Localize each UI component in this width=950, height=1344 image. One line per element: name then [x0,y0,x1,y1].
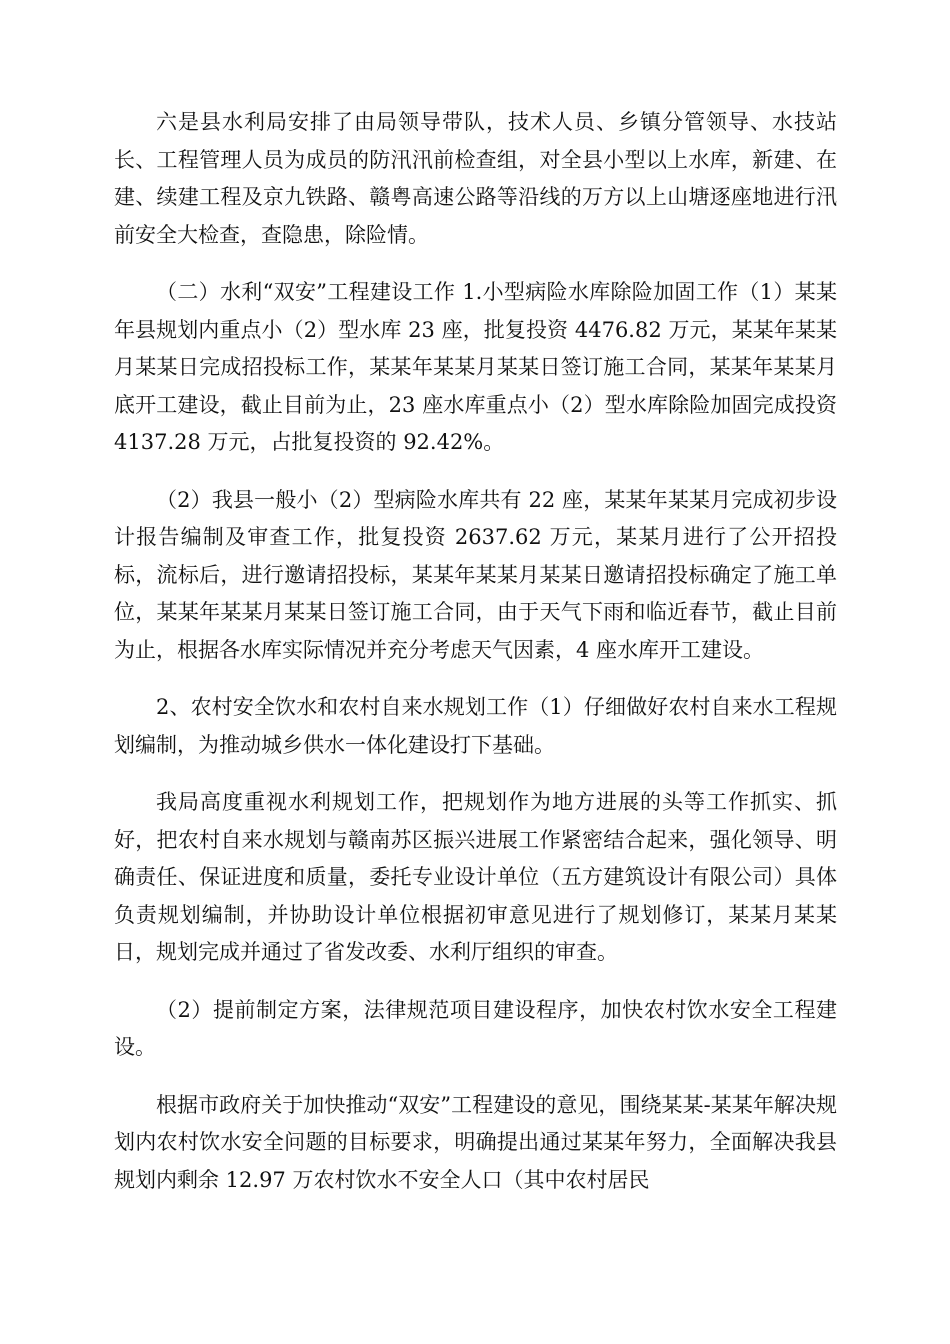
paragraph-reservoir-general: （2）我县一般小（2）型病险水库共有 22 座，某某年某某月完成初步设计报告编制及审查工作，批复投资 2637.62 万元，某某月进行了公开招投标，流标后，进行邀请招投标，某某年某某月某某日邀请招投标确定了施工单位，某某年某某月某某日签订施工合同，由于天气下雨和临近春节，截止目前为止，根据各水库实际情况并充分考虑天气因素，4 座水库开工建设。 [114,487,837,662]
paragraph-reservoir-key: （二）水利“双安”工程建设工作 1.小型病险水库除险加固工作（1）某某年县规划内重点小（2）型水库 23 座，批复投资 4476.82 万元，某某年某某月某某日完成招投标工作，某某年某某月某某日签订施工合同，某某年某某月底开工建设，截止目前为止，23 座水库重点小（2）型水库除险加固完成投资 4137.28 万元，占批复投资的 92.42%。 [114,280,837,454]
paragraph-planning-work: 我局高度重视水利规划工作，把规划作为地方进展的头等工作抓实、抓好，把农村自来水规划与赣南苏区振兴进展工作紧密结合起来，强化领导、明确责任、保证进度和质量，委托专业设计单位（五方建筑设计有限公司）具体负责规划编制，并协助设计单位根据初审意见进行了规划修订，某某月某某日，规划完成并通过了省发改委、水利厅组织的审查。 [114,790,837,964]
paragraph-plan-ahead: （2）提前制定方案，法律规范项目建设程序，加快农村饮水安全工程建设。 [114,997,837,1059]
paragraph-inspection: 六是县水利局安排了由局领导带队，技术人员、乡镇分管领导、水技站长、工程管理人员为成员的防汛汛前检查组，对全县小型以上水库，新建、在建、续建工程及京九铁路、赣粤高速公路等沿线的万方以上山塘逐座地进行汛前安全大检查，查隐患，除险情。 [114,110,837,247]
paragraph-rural-water-heading: 2、农村安全饮水和农村自来水规划工作（1）仔细做好农村自来水工程规划编制，为推动城乡供水一体化建设打下基础。 [114,695,837,757]
document-page [114,104,837,1219]
paragraph-city-government: 根据市政府关于加快推动“双安”工程建设的意见，围绕某某-某某年解决规划内农村饮水安全问题的目标要求，明确提出通过某某年努力，全面解决我县规划内剩余 12.97 万农村饮水不安全人口（其中农村居民 [114,1092,837,1192]
